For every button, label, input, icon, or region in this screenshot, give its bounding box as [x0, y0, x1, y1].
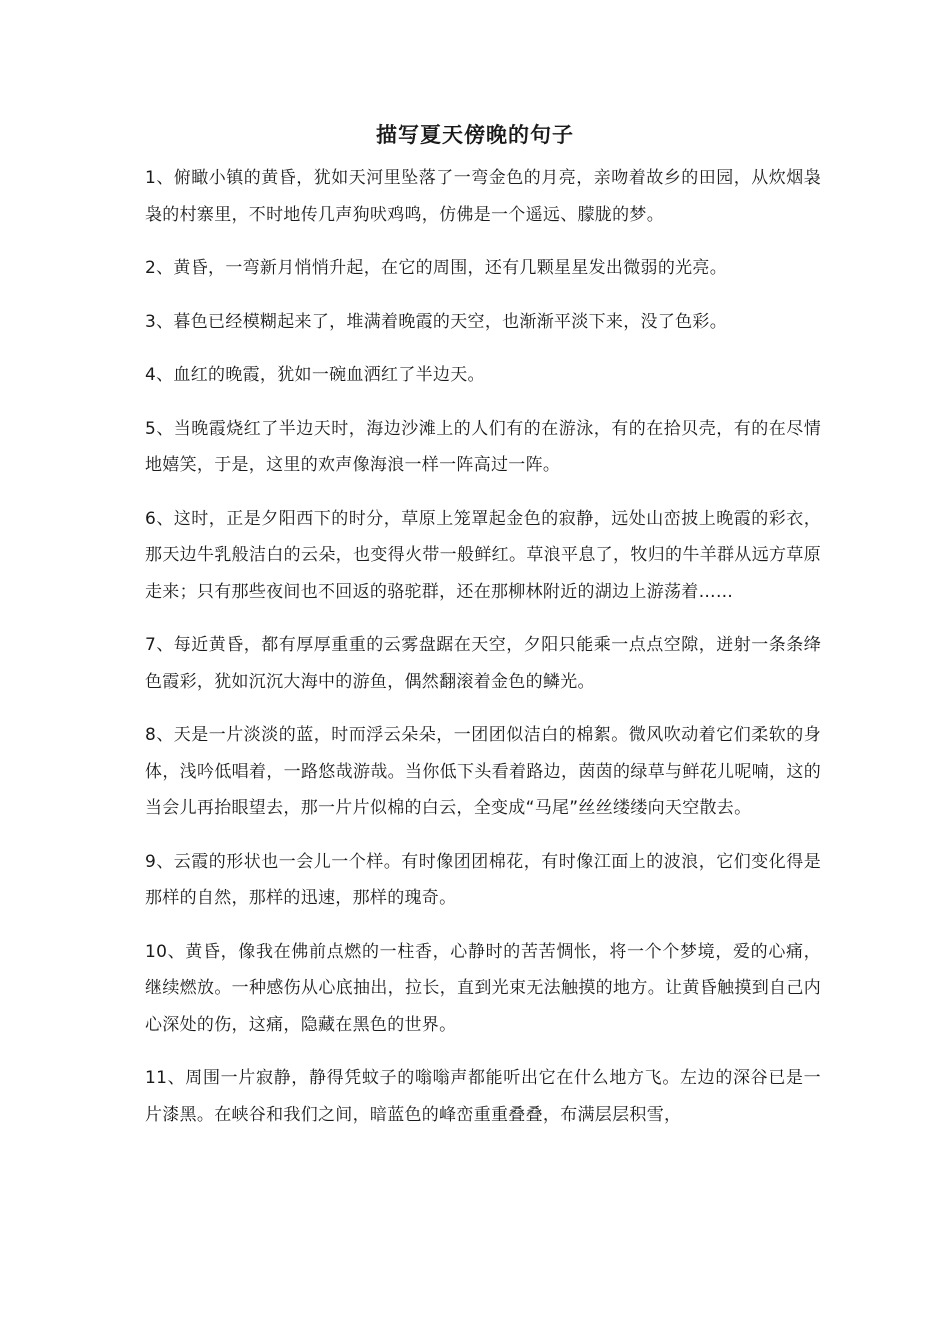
document-body — [145, 160, 821, 1150]
paragraph-9: 9、云霞的形状也一会儿一个样。有时像团团棉花，有时像江面上的波浪，它们变化得是那样的自然，那样的迅速，那样的瑰奇。 — [145, 851, 821, 908]
paragraph-8: 8、天是一片淡淡的蓝，时而浮云朵朵，一团团似洁白的棉絮。微风吹动着它们柔软的身体，浅吟低唱着，一路悠哉游哉。当你低下头看着路边，茵茵的绿草与鲜花儿呢喃，这的当会儿再抬眼望去，那一片片似棉的白云，全变成“马尾”丝丝缕缕向天空散去。 — [145, 725, 821, 818]
paragraph-3: 3、暮色已经模糊起来了，堆满着晚霞的天空，也渐渐平淡下来，没了色彩。 — [145, 311, 728, 332]
paragraph-10: 10、黄昏，像我在佛前点燃的一柱香，心静时的苦苦惆怅，将一个个梦境，爱的心痛，继续燃放。一种感伤从心底抽出，拉长，直到光束无法触摸的地方。让黄昏触摸到自己内心深处的伤，这痛，隐藏在黑色的世界。 — [145, 941, 821, 1035]
paragraph-4: 4、血红的晚霞，犹如一碗血洒红了半边天。 — [145, 365, 485, 385]
paragraph-5: 5、当晚霞烧红了半边天时，海边沙滩上的人们有的在游泳，有的在拾贝壳，有的在尽情地嬉笑，于是，这里的欢声像海浪一样一阵高过一阵。 — [145, 418, 821, 475]
paragraph-6: 6、这时，正是夕阳西下的时分，草原上笼罩起金色的寂静，远处山峦披上晚霞的彩衣，那天边牛乳般洁白的云朵，也变得火带一般鲜红。草浪平息了，牧归的牛羊群从远方草原走来；只有那些夜间也不回返的骆驼群，还在那柳林附近的湖边上游荡着…… — [145, 508, 821, 602]
document-title: 描写夏天傍晚的句子 — [376, 122, 574, 147]
paragraph-2: 2、黄昏，一弯新月悄悄升起，在它的周围，还有几颗星星发出微弱的光亮。 — [145, 258, 728, 278]
paragraph-11: 11、周围一片寂静，静得凭蚊子的嗡嗡声都能听出它在什么地方飞。左边的深谷已是一片漆黑。在峡谷和我们之间，暗蓝色的峰峦重重叠叠，布满层层积雪， — [145, 1068, 821, 1125]
paragraph-7: 7、每近黄昏，都有厚厚重重的云雾盘踞在天空，夕阳只能乘一点点空隙，迸射一条条绛色霞彩，犹如沉沉大海中的游鱼，偶然翻滚着金色的鳞光。 — [145, 635, 821, 692]
paragraph-1: 1、俯瞰小镇的黄昏，犹如天河里坠落了一弯金色的月亮，亲吻着故乡的田园，从炊烟袅袅的村寨里，不时地传几声狗吠鸡鸣，仿佛是一个遥远、朦胧的梦。 — [145, 168, 821, 225]
